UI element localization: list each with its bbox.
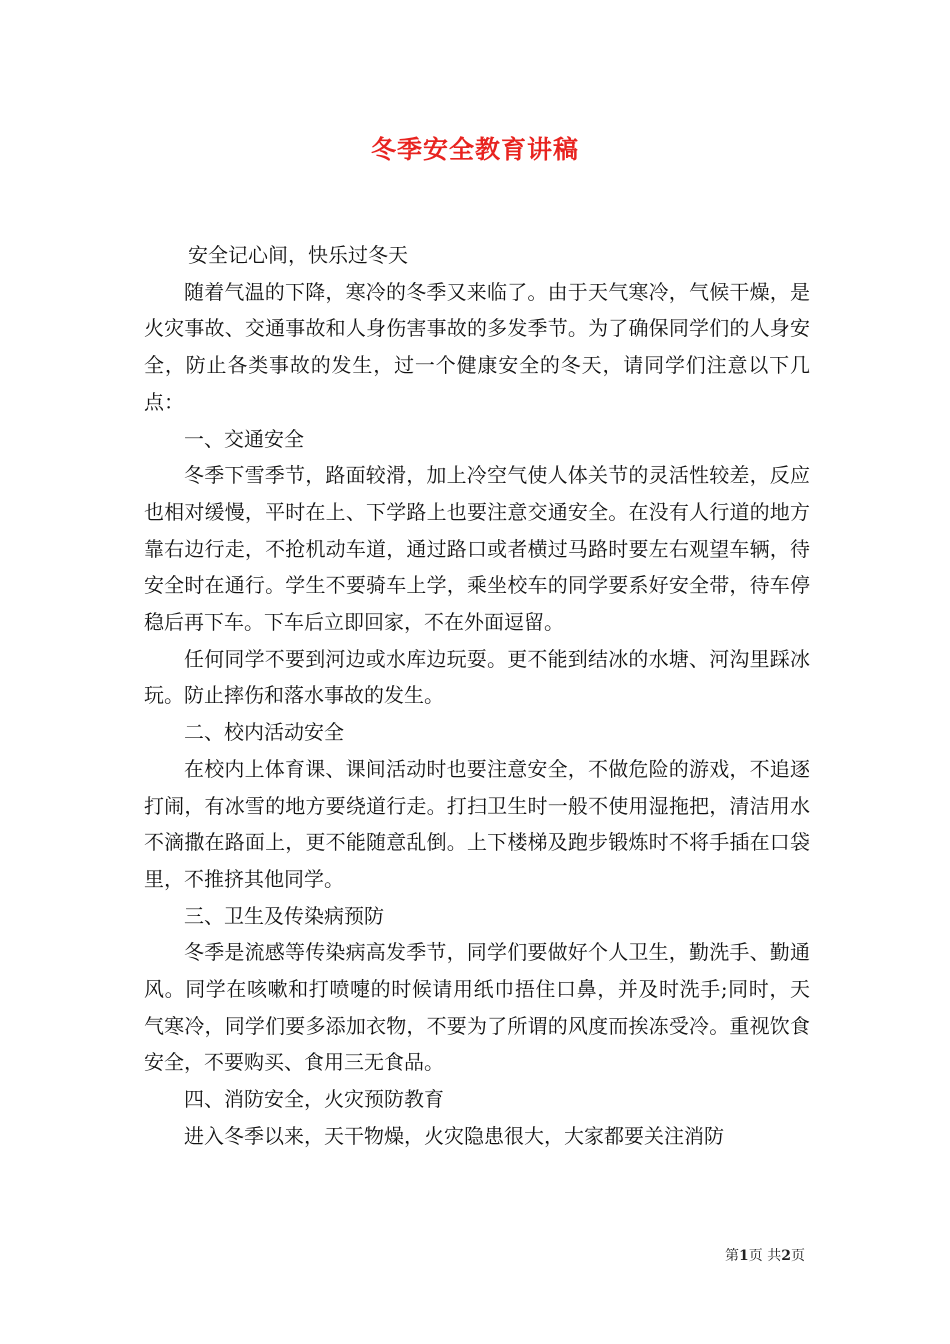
page-number-footer xyxy=(725,1246,805,1266)
body-paragraph: 随着气温的下降，寒冷的冬季又来临了。由于天气寒冷，气候干燥，是火灾事故、交通事故和人身伤害事故的多发季节。为了确保同学们的人身安全，防止各类事故的发生，过一个健康安全的冬天，请同学们注意以下几点： xyxy=(144,279,810,414)
section-heading-fire: 四、消防安全，火灾预防教育 xyxy=(184,1087,444,1112)
section-heading-campus: 二、校内活动安全 xyxy=(184,720,344,745)
footer-prefix: 第 xyxy=(725,1248,740,1264)
slogan-paragraph: 安全记心间，快乐过冬天 xyxy=(188,243,408,267)
body-paragraph: 进入冬季以来，天干物燥，火灾隐患很大，大家都要关注消防 xyxy=(184,1123,724,1148)
section-heading-hygiene: 三、卫生及传染病预防 xyxy=(184,903,384,928)
footer-suffix: 页 xyxy=(791,1248,805,1264)
total-pages-number: 2 xyxy=(781,1248,791,1264)
document-title: 冬季安全教育讲稿 xyxy=(370,135,579,164)
current-page-number: 1 xyxy=(739,1248,749,1264)
body-paragraph: 冬季下雪季节，路面较滑，加上冷空气使人体关节的灵活性较差，反应也相对缓慢，平时在上、下学路上也要注意交通安全。在没有人行道的地方靠右边行走，不抢机动车道，通过路口或者横过马路时要左右观望车辆，待安全时在通行。学生不要骑车上学，乘坐校车的同学要系好安全带，待车停稳后再下车。下车后立即回家，不在外面逗留。 xyxy=(144,463,810,635)
body-paragraph: 冬季是流感等传染病高发季节，同学们要做好个人卫生，勤洗手、勤通风。同学在咳嗽和打喷嚏的时候请用纸巾捂住口鼻，并及时洗手;同时，天气寒冷，同学们要多添加衣物，不要为了所谓的风度而挨冻受冷。重视饮食安全，不要购买、食用三无食品。 xyxy=(144,940,810,1075)
body-paragraph: 任何同学不要到河边或水库边玩耍。更不能到结冰的水塘、河沟里踩冰玩。防止摔伤和落水事故的发生。 xyxy=(144,646,810,708)
section-heading-traffic: 一、交通安全 xyxy=(184,426,304,451)
body-paragraph: 在校内上体育课、课间活动时也要注意安全，不做危险的游戏，不追逐打闹，有冰雪的地方要绕道行走。打扫卫生时一般不使用湿拖把，清洁用水不滴撒在路面上，更不能随意乱倒。上下楼梯及跑步锻炼时不将手插在口袋里，不推挤其他同学。 xyxy=(144,756,810,891)
footer-middle: 页 共 xyxy=(748,1248,782,1264)
document-body xyxy=(144,237,810,1155)
